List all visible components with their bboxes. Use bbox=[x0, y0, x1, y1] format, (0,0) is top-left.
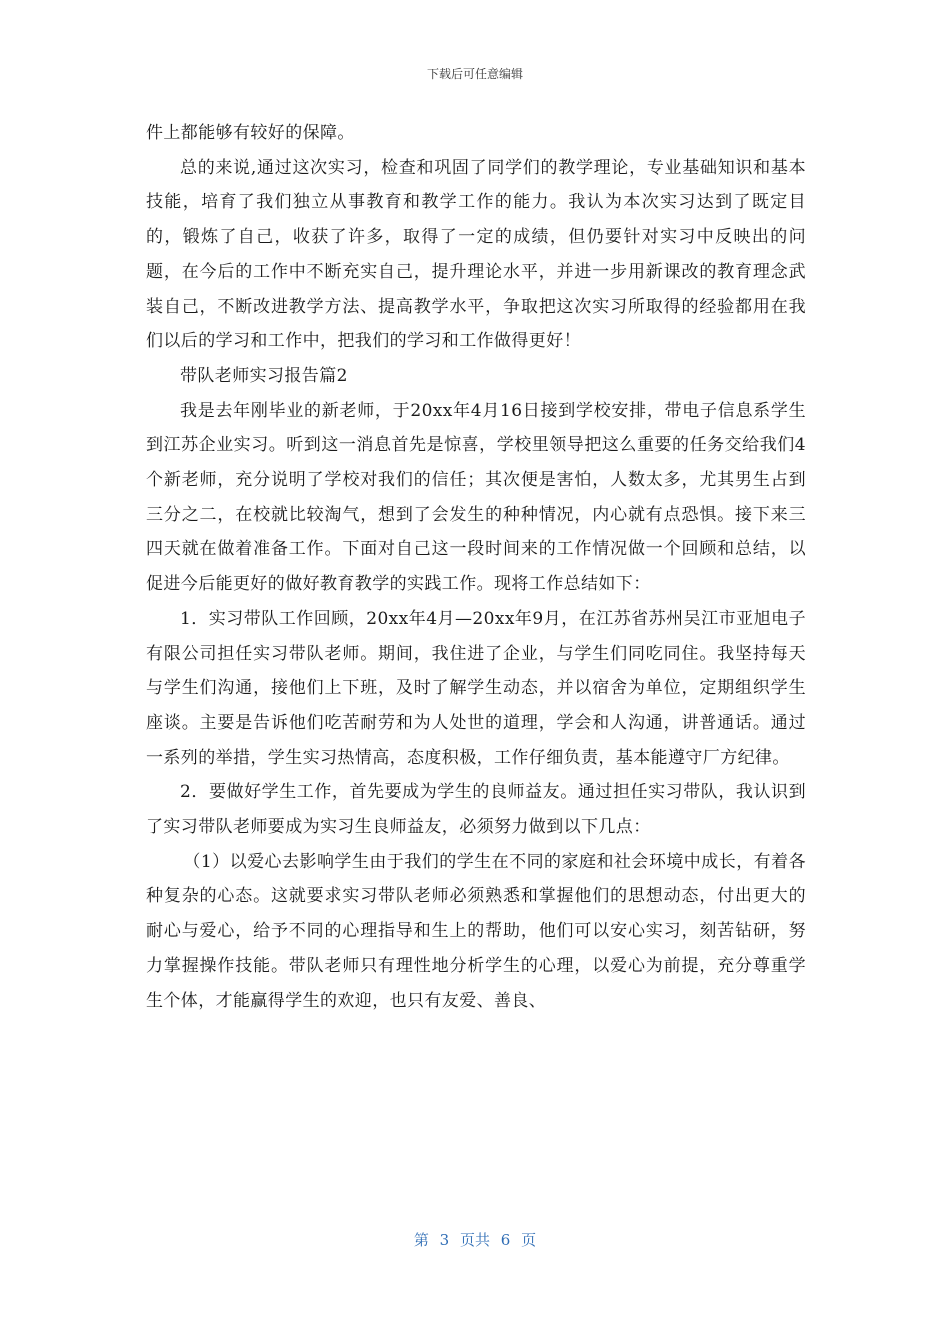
paragraph-item-1: 1．实习带队工作回顾，20xx年4月—20xx年9月，在江苏省苏州吴江市亚旭电子有限公司担任实习带队老师。期间，我住进了企业，与学生们同吃同住。我坚持每天与学生们沟通，接他们上下班，及时了解学生动态，并以宿舍为单位，定期组织学生座谈。主要是告诉他们吃苦耐劳和为人处世的道理，学会和人沟通，讲普通话。通过一系列的举措，学生实习热情高，态度积极，工作仔细负责，基本能遵守厂方纪律。 bbox=[146, 608, 806, 768]
paragraph-summary: 总的来说,通过这次实习，检查和巩固了同学们的教学理论，专业基础知识和基本技能，培育了我们独立从事教育和教学工作的能力。我认为本次实习达到了既定目的，锻炼了自己，收获了许多，取得了一定的成绩，但仍要针对实习中反映出的问题，在今后的工作中不断充实自己，提升理论水平，并进一步用新课改的教育理念武装自己，不断改进教学方法、提高教学水平，争取把这次实习所取得的经验都用在我们以后的学习和工作中，把我们的学习和工作做得更好！ bbox=[146, 157, 806, 352]
page-number: 第 3 页共 6 页 bbox=[413, 1231, 537, 1249]
document-body bbox=[146, 116, 806, 1018]
paragraph-continuation: 件上都能够有较好的保障。 bbox=[146, 123, 355, 143]
section-heading: 带队老师实习报告篇2 bbox=[180, 365, 348, 386]
paragraph-intro: 我是去年刚毕业的新老师，于20xx年4月16日接到学校安排，带电子信息系学生到江苏企业实习。听到这一消息首先是惊喜，学校里领导把这么重要的任务交给我们4个新老师，充分说明了学校对我们的信任；其次便是害怕，人数太多，尤其男生占到三分之二，在校就比较淘气，想到了会发生的种种情况，内心就有点恐惧。接下来三四天就在做着准备工作。下面对自己这一段时间来的工作情况做一个回顾和总结，以促进今后能更好的做好教育教学的实践工作。现将工作总结如下： bbox=[146, 400, 806, 595]
paragraph-item-2: 2．要做好学生工作，首先要成为学生的良师益友。通过担任实习带队，我认识到了实习带队老师要成为实习生良师益友，必须努力做到以下几点： bbox=[146, 782, 806, 838]
page-header: 下载后可任意编辑 bbox=[426, 67, 523, 81]
paragraph-subitem-1: （1）以爱心去影响学生由于我们的学生在不同的家庭和社会环境中成长，有着各种复杂的心态。这就要求实习带队老师必须熟悉和掌握他们的思想动态，付出更大的耐心与爱心，给予不同的心理指导和生上的帮助，他们可以安心实习，刻苦钻研，努力掌握操作技能。带队老师只有理性地分析学生的心理，以爱心为前提，充分尊重学生个体，才能赢得学生的欢迎，也只有友爱、善良、 bbox=[146, 851, 806, 1011]
